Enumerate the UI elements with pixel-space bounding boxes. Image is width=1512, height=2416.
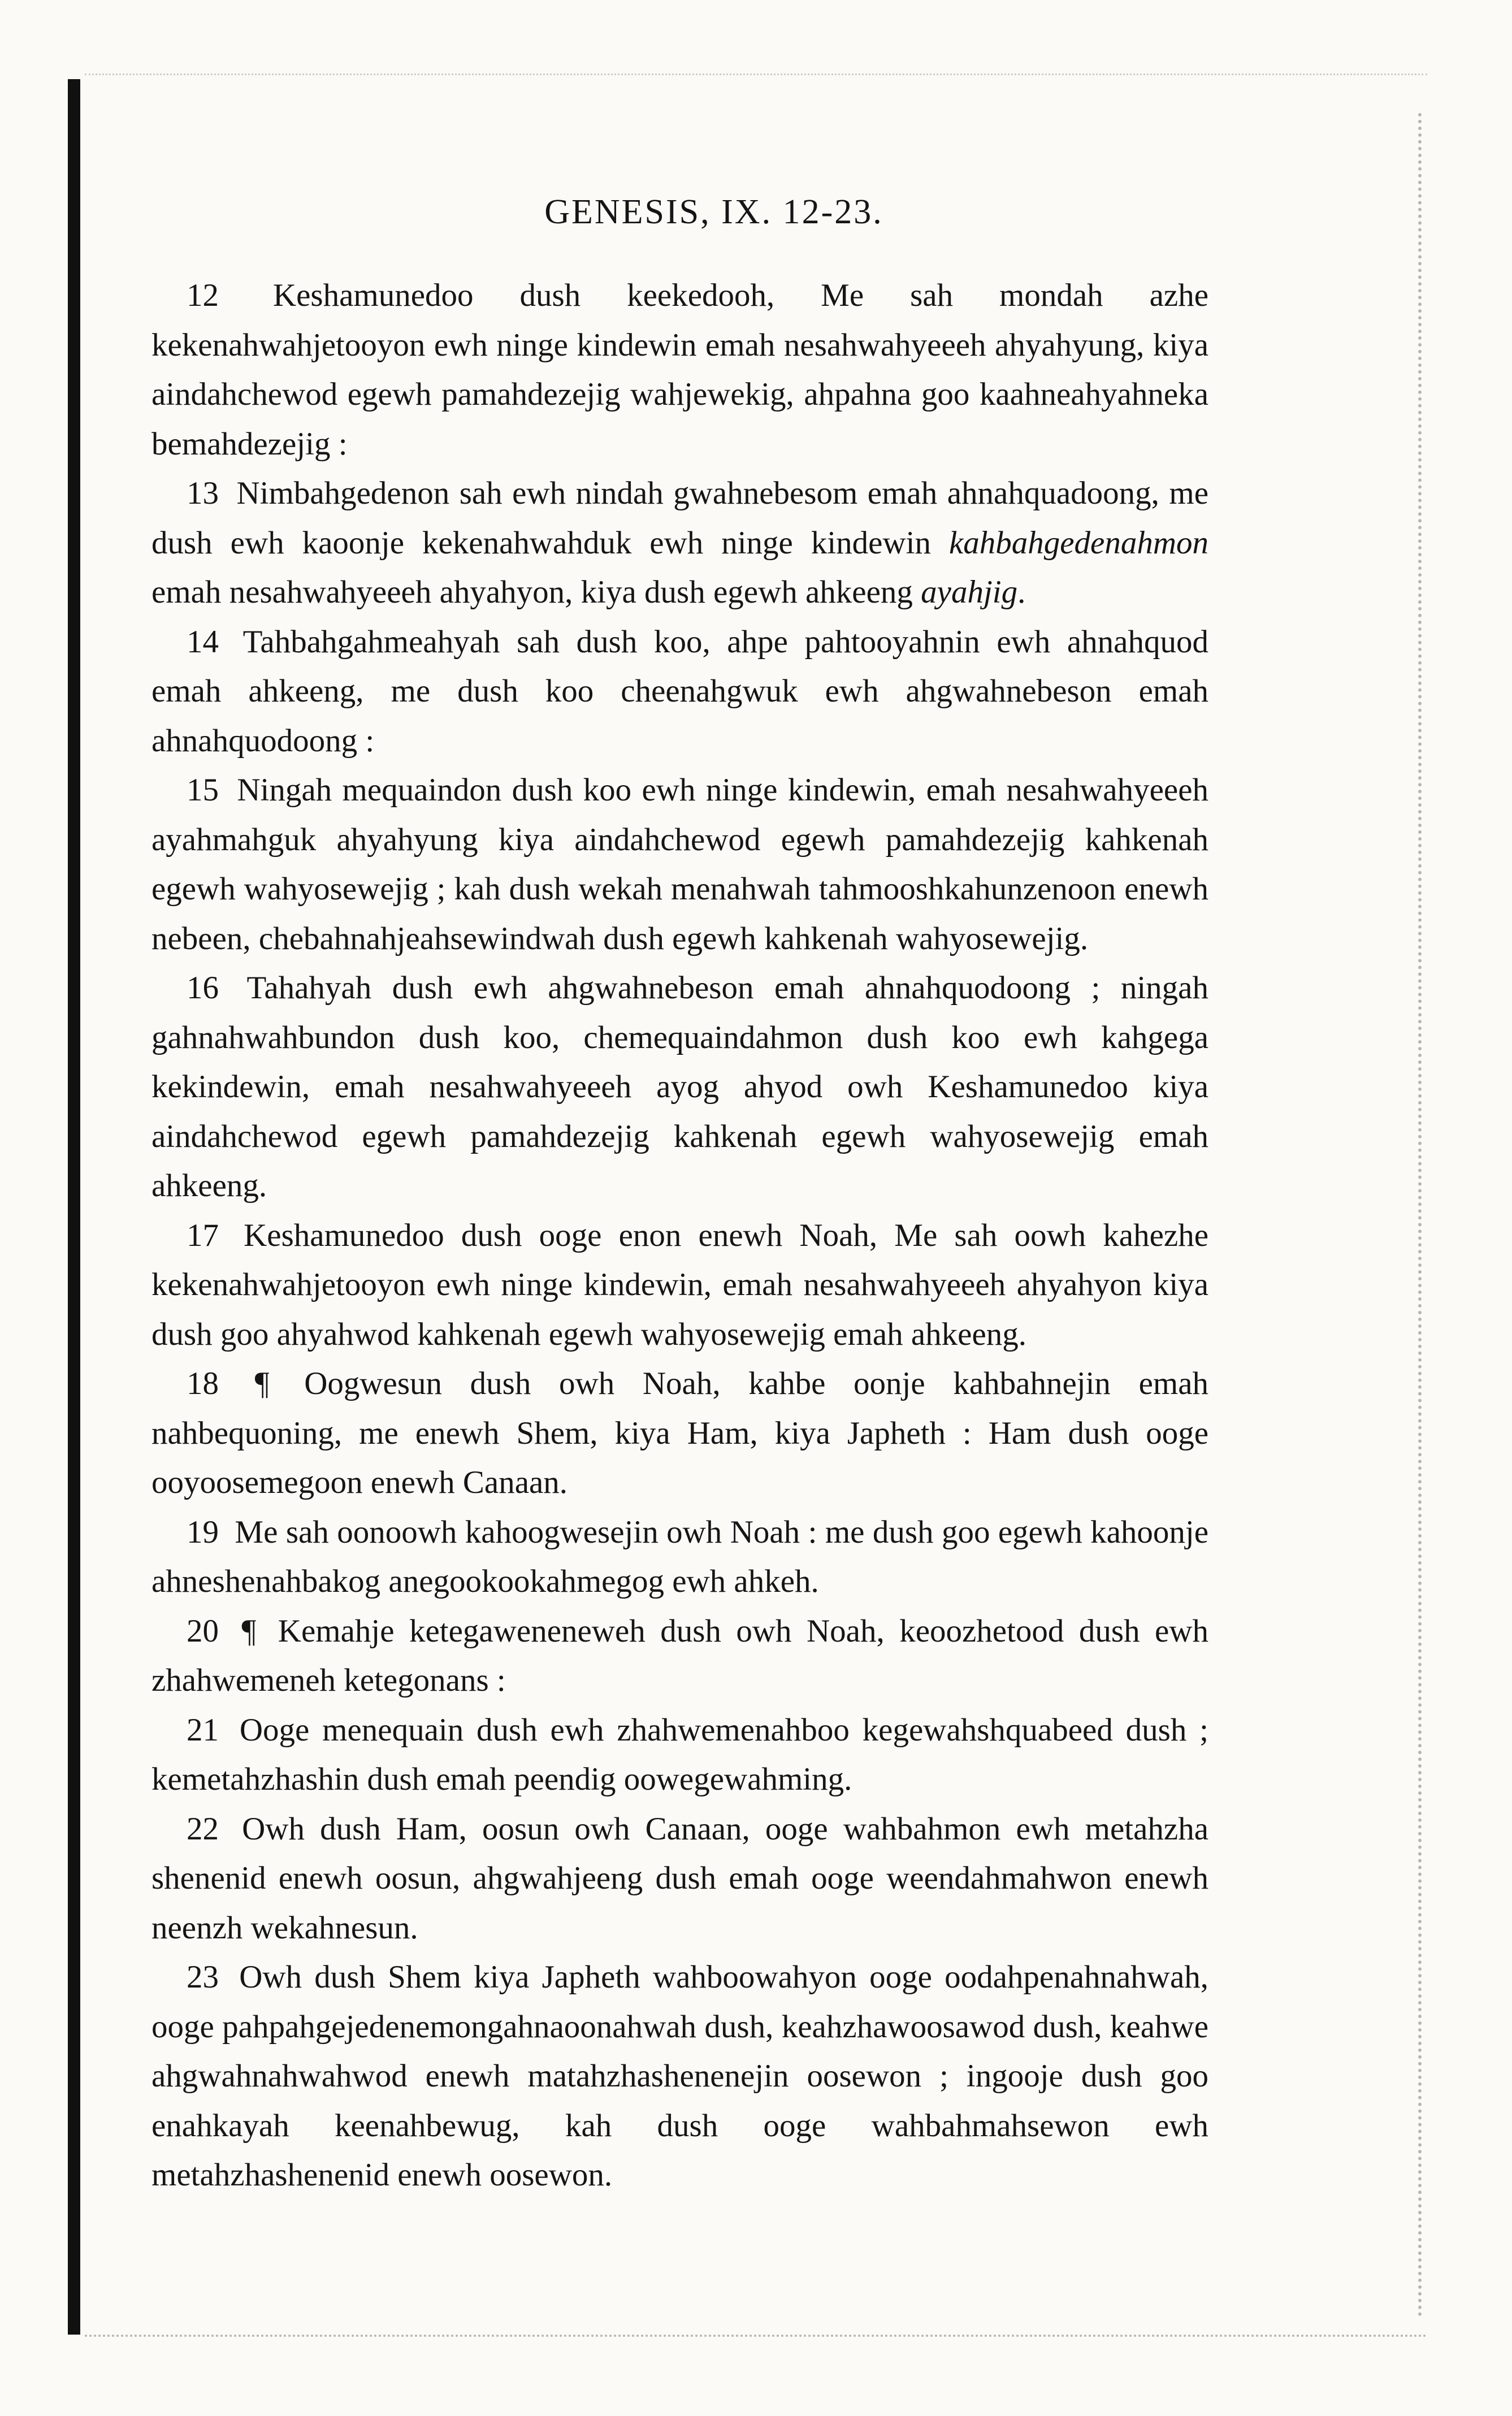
- verse-number: 21: [187, 1712, 219, 1748]
- verse-text: Nimbahgedenon sah ewh nindah gwahnebesom emah ahnahquadoong, me dush ewh kaoonje kekenahwahduk ewh ninge kindewin: [151, 475, 1208, 561]
- verse-number: 14: [187, 624, 219, 660]
- verse-19: [151, 1508, 1208, 1607]
- verse-number: 16: [187, 970, 219, 1006]
- verse-text: Owh dush Shem kiya Japheth wahboowahyon ooge oodahpenahnahwah, ooge pahpahgejedenemongahnaoonahwah dush, keahzhawoosawod dush, keahwe ahgwahnahwahwod enewh matahzhashenenejin oosewon ; ingooje dush goo enahkayah keenahbewug, kah dush ooge wahbahmahsewon ewh metahzhashenenid enewh oosewon.: [151, 1959, 1209, 2193]
- binding-edge-shadow: [68, 79, 80, 2335]
- verse-text: Kemahje ketegaweneneweh dush owh Noah, keoozhetood dush ewh zhahwemeneh ketegonans :: [151, 1613, 1209, 1698]
- verse-number: 15: [187, 772, 219, 808]
- verse-number: 17: [187, 1217, 219, 1253]
- verse-17: [151, 1211, 1208, 1359]
- scan-noise-bottom: [85, 2335, 1427, 2337]
- verse-italic-word: kahbahgedenahmon: [948, 525, 1208, 561]
- pilcrow-mark: ¶: [241, 1613, 257, 1649]
- verse-22: [151, 1804, 1208, 1953]
- verse-text: .: [1017, 574, 1026, 610]
- verse-number: 12: [187, 278, 219, 313]
- verse-text: Tahahyah dush ewh ahgwahnebeson emah ahnahquodoong ; ningah gahnahwahbundon dush koo, chemequaindahmon dush koo ewh kahgega kekindewin, emah nesahwahyeeeh ayog ahyod owh Keshamunedoo kiya aindahchewod egewh pamahdezejig kahkenah egewh wahyosewejig emah ahkeeng.: [151, 970, 1208, 1203]
- pilcrow-mark: ¶: [254, 1366, 270, 1401]
- verse-number: 20: [187, 1613, 219, 1649]
- scan-noise-top: [85, 73, 1427, 75]
- verse-number: 13: [187, 475, 219, 511]
- verse-number: 23: [187, 1959, 219, 1995]
- verse-text: emah nesahwahyeeeh ahyahyon, kiya dush egewh ahkeeng: [151, 574, 921, 610]
- page-body: [151, 192, 1208, 2200]
- page-edge-right: [1418, 113, 1427, 2318]
- verse-18: [151, 1359, 1208, 1508]
- verse-14: [151, 617, 1208, 766]
- verse-text: Me sah oonoowh kahoogwesejin owh Noah : me dush goo egewh kahoonje ahneshenahbakog anegookookahmegog ewh ahkeh.: [151, 1514, 1208, 1599]
- verse-italic-word: ayahjig: [921, 574, 1018, 610]
- verse-20: [151, 1607, 1208, 1705]
- verse-text: Ooge menequain dush ewh zhahwemenahboo kegewahshquabeed dush ; kemetahzhashin dush emah peendig oowegewahming.: [151, 1712, 1209, 1797]
- verse-text: Keshamunedoo dush keekedooh, Me sah mondah azhe kekenahwahjetooyon ewh ninge kindewin emah nesahwahyeeeh ahyahyung, kiya aindahchewod egewh pamahdezejig wahjewekig, ahpahna goo kaahneahyahneka bemahdezejig :: [151, 278, 1208, 462]
- running-head: GENESIS, IX. 12-23.: [544, 193, 883, 231]
- verse-number: 19: [187, 1514, 219, 1550]
- verse-text: Ningah mequaindon dush koo ewh ninge kindewin, emah nesahwahyeeeh ayahmahguk ahyahyung kiya aindahchewod egewh pamahdezejig kahkenah egewh wahyosewejig ; kah dush wekah menahwah tahmooshkahunzenoon enewh nebeen, chebahnahjeahsewindwah dush egewh kahkenah wahyosewejig.: [151, 772, 1208, 956]
- verse-21: [151, 1705, 1208, 1804]
- verse-16: [151, 963, 1208, 1211]
- verse-number: 18: [187, 1366, 219, 1401]
- verse-text: Tahbahgahmeahyah sah dush koo, ahpe pahtooyahnin ewh ahnahquod emah ahkeeng, me dush koo cheenahgwuk ewh ahgwahnebeson emah ahnahquodoong :: [151, 624, 1208, 759]
- verse-text: Oogwesun dush owh Noah, kahbe oonje kahbahnejin emah nahbequoning, me enewh Shem, kiya Ham, kiya Japheth : Ham dush ooge ooyoosemegoon enewh Canaan.: [151, 1366, 1209, 1500]
- verse-15: [151, 765, 1208, 963]
- verse-13: [151, 469, 1208, 617]
- verse-number: 22: [187, 1811, 219, 1847]
- verse-12: [151, 271, 1208, 469]
- verse-text: Owh dush Ham, oosun owh Canaan, ooge wahbahmon ewh metahzha shenenid enewh oosun, ahgwahjeeng dush emah ooge weendahmahwon enewh neenzh wekahnesun.: [151, 1811, 1208, 1946]
- verse-text: Keshamunedoo dush ooge enon enewh Noah, Me sah oowh kahezhe kekenahwahjetooyon ewh ninge kindewin, emah nesahwahyeeeh ahyahyon kiya dush goo ahyahwod kahkenah egewh wahyosewejig emah ahkeeng.: [151, 1217, 1208, 1352]
- verse-23: [151, 1952, 1208, 2200]
